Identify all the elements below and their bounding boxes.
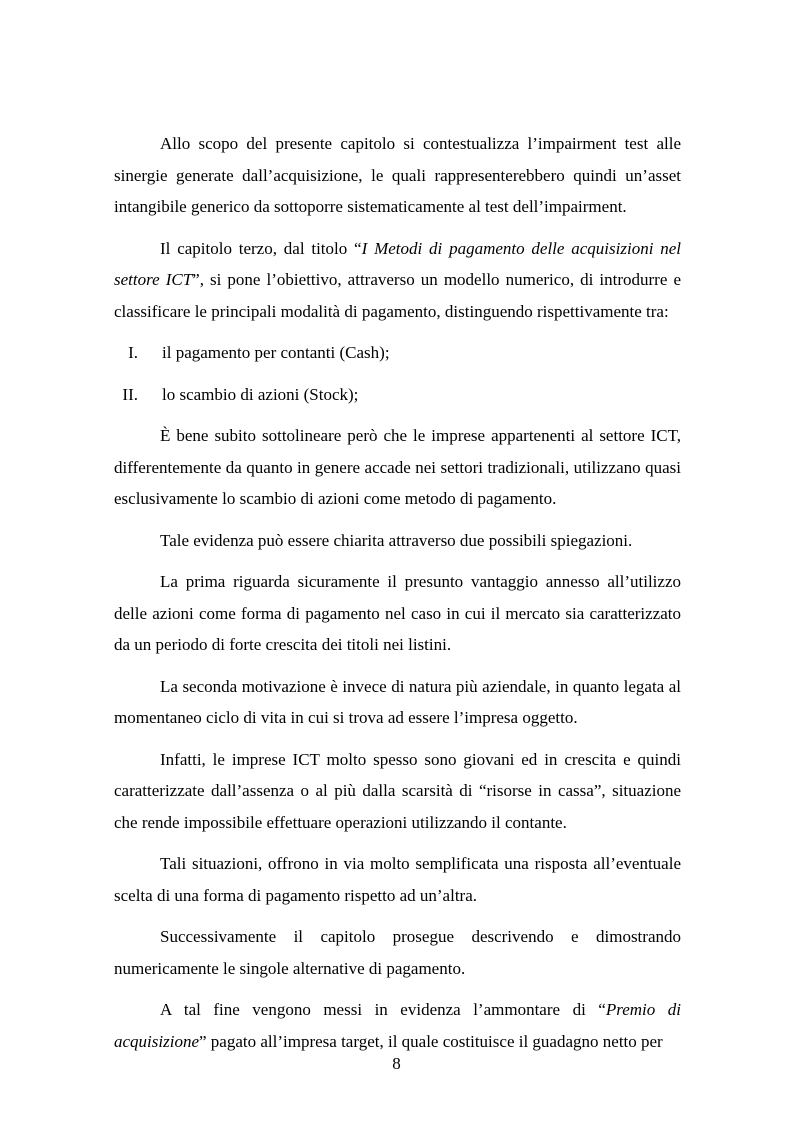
list-text: il pagamento per contanti (Cash); (162, 343, 390, 362)
paragraph-acquisition-premium (114, 994, 681, 1057)
list-item-stock (114, 379, 681, 411)
page-number: 8 (392, 1054, 401, 1073)
premium-term: Premio di acquisizione (114, 1000, 682, 1051)
paragraph-two-explanations: Tale evidenza può essere chiarita attraverso due possibili spiegazioni. (160, 530, 633, 550)
paragraph-simplified-answer: Tali situazioni, offrono in via molto semplificata una risposta all’eventuale scelta di una forma di pagamento rispetto ad un’altra. (114, 854, 681, 905)
paragraph-chapter-three (114, 233, 681, 328)
paragraph-ict-stock-exchange: È bene subito sottolineare però che le imprese appartenenti al settore ICT, differentemente da quanto in genere accade nei settori tradizionali, utilizzano quasi esclusivamente lo scambio di azioni come metodo di pagamento. (114, 426, 681, 508)
paragraph-numeric-alternatives: Successivamente il capitolo prosegue descrivendo e dimostrando numericamente le singole alternative di pagamento. (114, 927, 681, 978)
paragraph-text: ” pagato all’impresa target, il quale costituisce il guadagno netto per (199, 1031, 663, 1051)
paragraph-impairment-synergies: Allo scopo del presente capitolo si contestualizza l’impairment test alle sinergie generate dall’acquisizione, le quali rappresenterebbero quindi un’asset intangibile generico da sottoporre sistematicamente al test dell’impairment. (114, 134, 681, 216)
paragraph-text: ”, si pone l’obiettivo, attraverso un modello numerico, di introdurre e classificare le principali modalità di pagamento, distinguendo rispettivamente tra: (114, 270, 682, 321)
page-body (114, 128, 681, 1067)
list-item-cash (114, 337, 681, 369)
paragraph-first-reason: La prima riguarda sicuramente il presunto vantaggio annesso all’utilizzo delle azioni come forma di pagamento nel caso in cui il mercato sia caratterizzato da un periodo di forte crescita dei titoli nei listini. (114, 572, 681, 654)
paragraph-second-reason: La seconda motivazione è invece di natura più aziendale, in quanto legata al momentaneo ciclo di vita in cui si trova ad essere l’impresa oggetto. (114, 676, 681, 727)
list-text: lo scambio di azioni (Stock); (162, 384, 359, 404)
paragraph-text: A tal fine vengono messi in evidenza l’ammontare di “ (160, 1000, 606, 1019)
paragraph-young-companies: Infatti, le imprese ICT molto spesso sono giovani ed in crescita e quindi caratterizzate dall’assenza o al più dalla scarsità di “risorse in cassa”, situazione che rende impossibile effettuare operazioni utilizzando il contante. (114, 749, 681, 832)
chapter-title: I Metodi di pagamento delle acquisizioni nel settore ICT (114, 238, 681, 289)
list-number: II. (122, 384, 138, 404)
list-number: I. (128, 343, 138, 362)
paragraph-text: Il capitolo terzo, dal titolo “ (160, 238, 362, 258)
